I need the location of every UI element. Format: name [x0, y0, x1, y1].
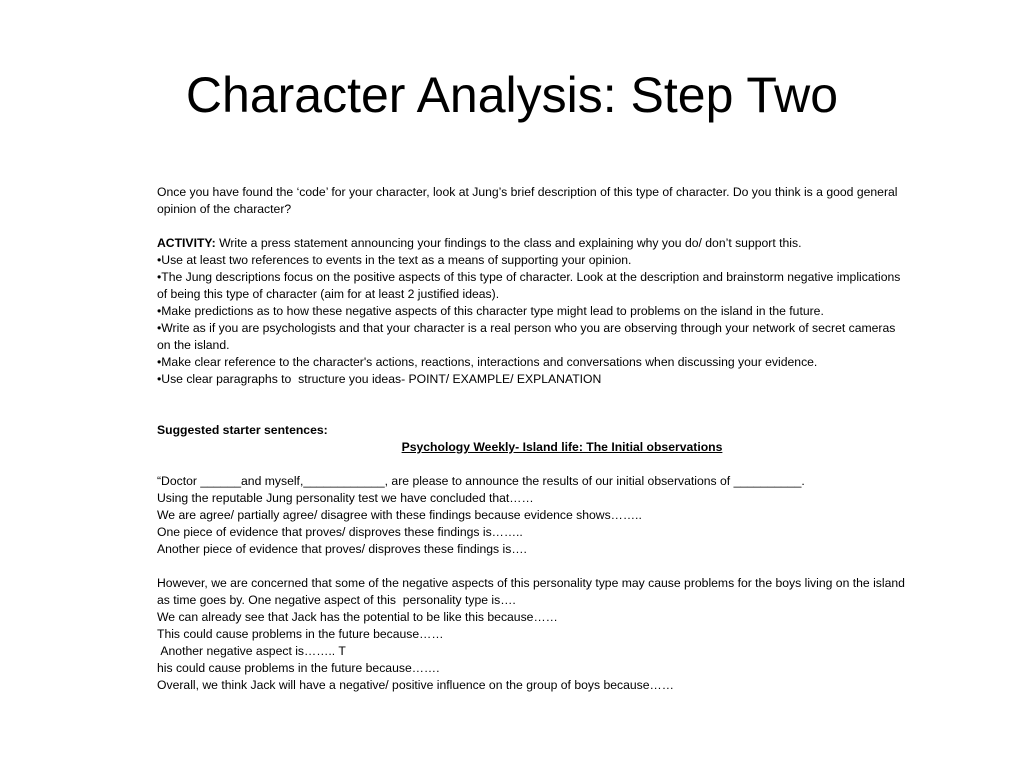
starter-line: Another negative aspect is…….. T — [157, 644, 346, 658]
spacer — [157, 218, 967, 235]
starter-line: One piece of evidence that proves/ disproves these findings is…….. — [157, 525, 523, 539]
slide-title: Character Analysis: Step Two — [185, 67, 839, 123]
starter-line: This could cause problems in the future because…… — [157, 627, 444, 641]
starter-line: “Doctor ______and myself,____________, are please to announce the results of our initial observations of __________. — [157, 474, 805, 488]
spacer — [157, 388, 967, 422]
spacer — [157, 456, 967, 473]
intro-line-1: Once you have found the ‘code’ for your character, look at Jung’s brief description of this type of character. Do you think is a good general — [157, 185, 898, 199]
starter-line: However, we are concerned that some of the negative aspects of this personality type may cause problems for the boys living on the island — [157, 576, 905, 590]
bullet-line: •Use clear paragraphs to structure you ideas- POINT/ EXAMPLE/ EXPLANATION — [157, 372, 602, 386]
activity-label: ACTIVITY: — [157, 236, 216, 250]
activity-line — [157, 235, 967, 252]
bullet-line: of being this type of character (aim for at least 2 justified ideas). — [157, 287, 500, 301]
bullet-line: •Use at least two references to events in the text as a means of supporting your opinion. — [157, 253, 632, 267]
starter-line: Another piece of evidence that proves/ disproves these findings is…. — [157, 542, 527, 556]
bullet-line: •Make clear reference to the character's actions, reactions, interactions and conversations when discussing your evidence. — [157, 355, 818, 369]
press-heading: Psychology Weekly- Island life: The Initial observations — [401, 440, 723, 454]
starter-line: We are agree/ partially agree/ disagree with these findings because evidence shows…….. — [157, 508, 642, 522]
bullet-line: •Make predictions as to how these negative aspects of this character type might lead to problems on the island in the future. — [157, 304, 824, 318]
bullet-line: •Write as if you are psychologists and that your character is a real person who you are observing through your network of secret cameras — [157, 321, 896, 335]
starter-line: his could cause problems in the future because……. — [157, 661, 440, 675]
activity-text: Write a press statement announcing your findings to the class and explaining why you do/ don’t support this. — [215, 236, 802, 250]
bullet-line: on the island. — [157, 338, 230, 352]
starter-line: Using the reputable Jung personality test we have concluded that…… — [157, 491, 534, 505]
slide-content — [157, 184, 967, 694]
intro-line-2: opinion of the character? — [157, 202, 292, 216]
starter-line: as time goes by. One negative aspect of this personality type is…. — [157, 593, 516, 607]
starter-heading: Suggested starter sentences: — [157, 423, 328, 437]
bullet-line: •The Jung descriptions focus on the positive aspects of this type of character. Look at the description and brainstorm negative implications — [157, 270, 901, 284]
starter-line: We can already see that Jack has the potential to be like this because…… — [157, 610, 558, 624]
starter-line: Overall, we think Jack will have a negative/ positive influence on the group of boys because…… — [157, 678, 674, 692]
spacer — [157, 558, 967, 575]
